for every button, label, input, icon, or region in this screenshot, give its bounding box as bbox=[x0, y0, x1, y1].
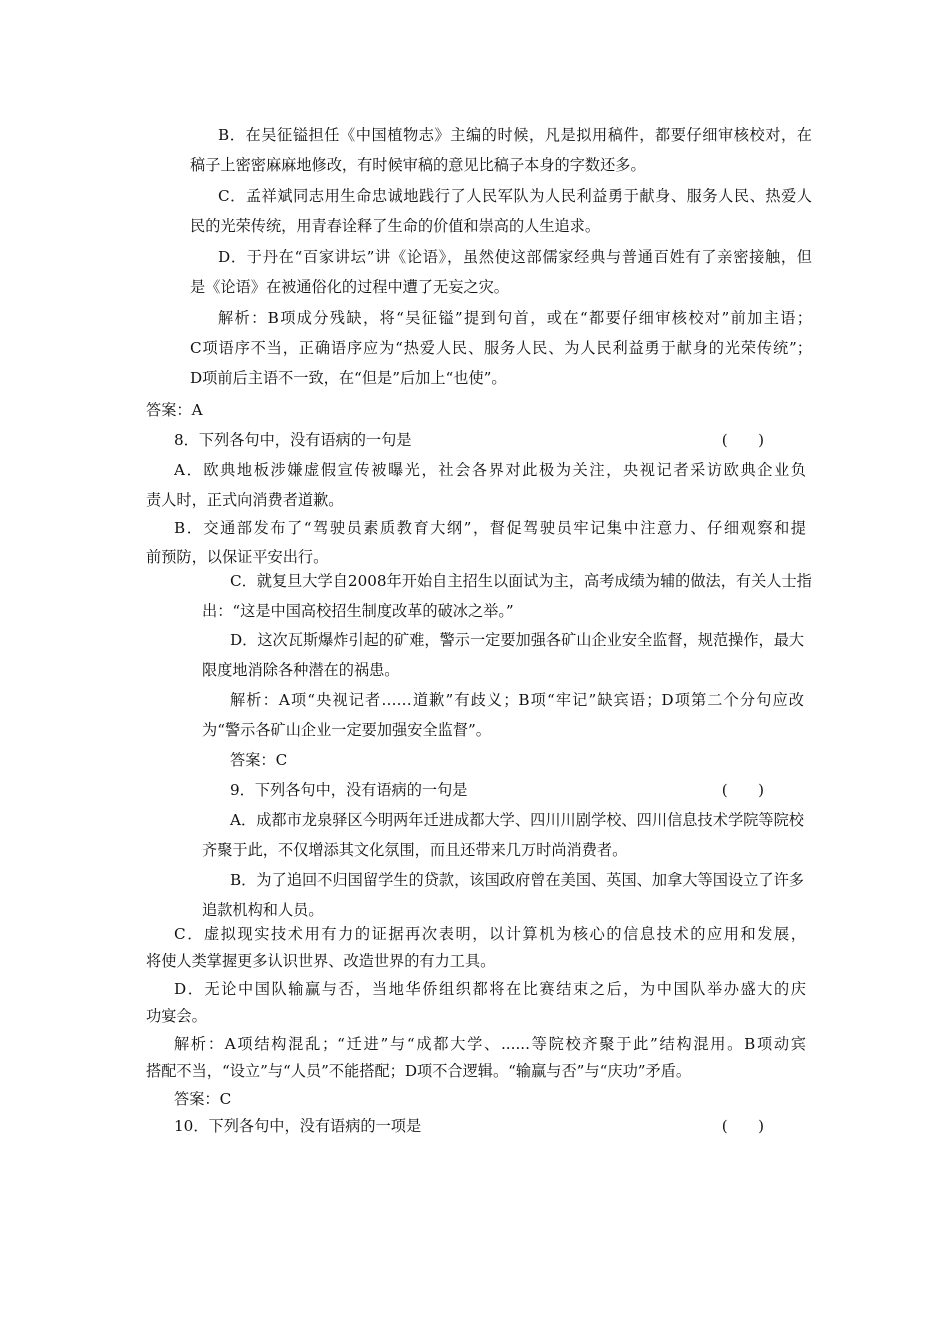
q9-option-a-line1: A．成都市龙泉驿区今明两年迁进成都大学、四川川剧学校、四川信息技术学院等院校 bbox=[230, 811, 804, 829]
q9-answer-blank: ( ) bbox=[721, 781, 764, 799]
q10-stem-row bbox=[174, 1116, 764, 1136]
q9-option-a-line2: 齐聚于此，不仅增添其文化氛围，而且还带来几万时尚消费者。 bbox=[202, 841, 628, 859]
q8-option-c-line2: 出：“这是中国高校招生制度改革的破冰之举。” bbox=[202, 602, 514, 620]
q9-answer: 答案：C bbox=[174, 1090, 232, 1108]
q9-analysis-line2: 搭配不当，“设立”与“人员”不能搭配；D项不合逻辑。“输赢与否”与“庆功”矛盾。 bbox=[146, 1062, 692, 1080]
q9-option-b-line2: 追款机构和人员。 bbox=[202, 901, 324, 919]
q9-analysis-line1: 解析：A项结构混乱；“迁进”与“成都大学、......等院校齐聚于此”结构混用。B项动宾 bbox=[174, 1035, 806, 1053]
q7-option-b-line2: 稿子上密密麻麻地修改，有时候审稿的意见比稿子本身的字数还多。 bbox=[190, 156, 646, 174]
q8-option-d-line2: 限度地消除各种潜在的祸患。 bbox=[202, 661, 400, 679]
q9-option-d-line1: D．无论中国队输赢与否，当地华侨组织都将在比赛结束之后，为中国队举办盛大的庆 bbox=[174, 980, 806, 998]
q7-option-d-line2: 是《论语》在被通俗化的过程中遭了无妄之灾。 bbox=[190, 278, 509, 296]
q8-answer: 答案：C bbox=[230, 751, 288, 769]
q7-answer: 答案：A bbox=[146, 401, 203, 419]
q9-option-b-line1: B．为了追回不归国留学生的贷款，该国政府曾在美国、英国、加拿大等国设立了许多 bbox=[230, 871, 804, 889]
q8-option-b-line2: 前预防，以保证平安出行。 bbox=[146, 548, 329, 566]
q7-option-d-line1: D．于丹在“百家讲坛”讲《论语》，虽然使这部儒家经典与普通百姓有了亲密接触，但 bbox=[218, 248, 812, 266]
q10-answer-blank: ( ) bbox=[721, 1117, 764, 1135]
q8-analysis-line2: 为“警示各矿山企业一定要加强安全监督”。 bbox=[202, 721, 491, 739]
q9-option-c-line2: 将使人类掌握更多认识世界、改造世界的有力工具。 bbox=[146, 952, 496, 970]
q9-stem-row bbox=[230, 780, 764, 800]
q9-option-c-line1: C．虚拟现实技术用有力的证据再次表明，以计算机为核心的信息技术的应用和发展， bbox=[174, 925, 806, 943]
q8-option-c-line1: C．就复旦大学自2008年开始自主招生以面试为主，高考成绩为辅的做法，有关人士指 bbox=[230, 572, 812, 590]
q8-stem: 8．下列各句中，没有语病的一句是 bbox=[174, 431, 412, 449]
q8-option-a-line1: A．欧典地板涉嫌虚假宣传被曝光，社会各界对此极为关注，央视记者采访欧典企业负 bbox=[174, 461, 806, 479]
q7-analysis-line1: 解析：B项成分残缺，将“吴征镒”提到句首，或在“都要仔细审核校对”前加主语； bbox=[218, 309, 812, 327]
q7-option-c-line1: C．孟祥斌同志用生命忠诚地践行了人民军队为人民利益勇于献身、服务人民、热爱人 bbox=[218, 187, 812, 205]
q8-option-b-line1: B．交通部发布了“驾驶员素质教育大纲”，督促驾驶员牢记集中注意力、仔细观察和提 bbox=[174, 519, 806, 537]
q9-option-d-line2: 功宴会。 bbox=[146, 1007, 207, 1025]
q8-option-d-line1: D．这次瓦斯爆炸引起的矿难，警示一定要加强各矿山企业安全监督，规范操作，最大 bbox=[230, 631, 805, 649]
q10-stem: 10．下列各句中，没有语病的一项是 bbox=[174, 1117, 422, 1135]
q7-option-c-line2: 民的光荣传统，用青春诠释了生命的价值和崇高的人生追求。 bbox=[190, 217, 601, 235]
q9-stem: 9．下列各句中，没有语病的一句是 bbox=[230, 781, 468, 799]
q7-analysis-line3: D项前后主语不一致，在“但是”后加上“也使”。 bbox=[190, 369, 507, 387]
q8-answer-blank: ( ) bbox=[721, 431, 764, 449]
q8-analysis-line1: 解析：A项“央视记者……道歉”有歧义；B项“牢记”缺宾语；D项第二个分句应改 bbox=[230, 691, 804, 709]
q7-analysis-line2: C项语序不当，正确语序应为“热爱人民、服务人民、为人民利益勇于献身的光荣传统”； bbox=[190, 339, 812, 357]
q8-stem-row bbox=[174, 430, 764, 450]
q8-option-a-line2: 责人时，正式向消费者道歉。 bbox=[146, 491, 344, 509]
q7-option-b-line1: B．在吴征镒担任《中国植物志》主编的时候，凡是拟用稿件，都要仔细审核校对，在 bbox=[218, 126, 812, 144]
